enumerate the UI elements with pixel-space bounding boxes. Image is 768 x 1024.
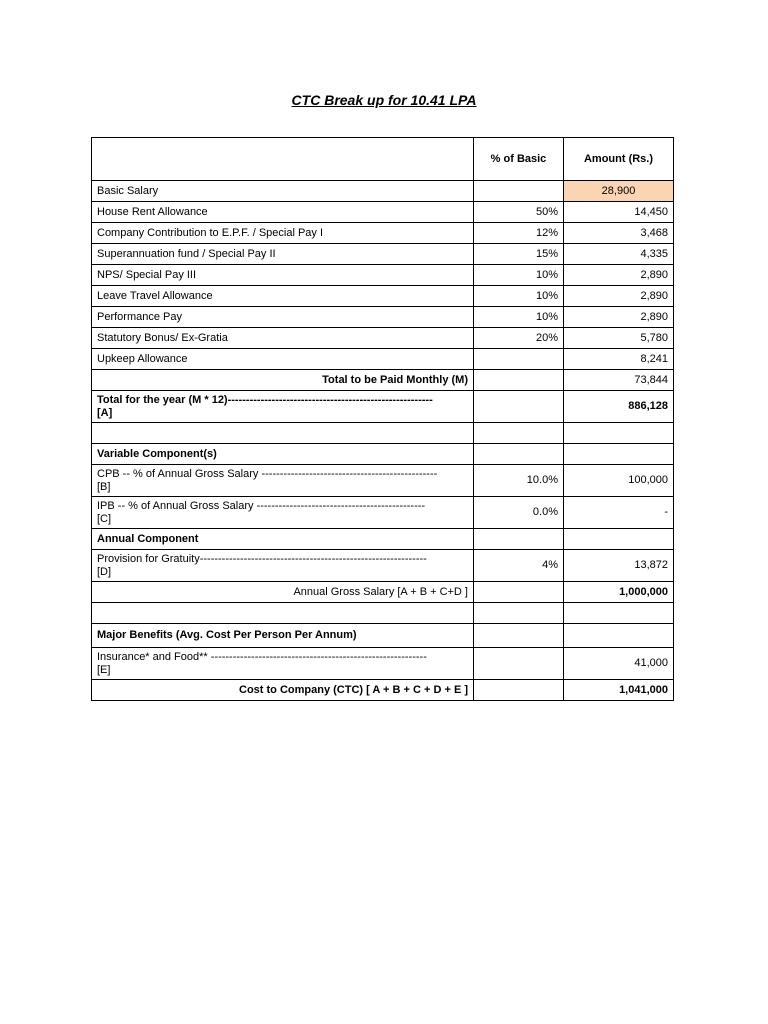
row-amount: 886,128 bbox=[564, 391, 674, 423]
row-label-line2: [E] bbox=[97, 663, 111, 676]
row-label: Total to be Paid Monthly (M) bbox=[92, 370, 474, 391]
row-amount bbox=[564, 624, 674, 648]
table-row-statutory-bonus bbox=[92, 328, 674, 349]
table-row-ctc bbox=[92, 680, 674, 701]
section-heading: Major Benefits (Avg. Cost Per Person Per Annum) bbox=[92, 624, 474, 648]
table-row-epf bbox=[92, 223, 674, 244]
table-row-hra bbox=[92, 202, 674, 223]
row-label: Company Contribution to E.P.F. / Special Pay I bbox=[92, 223, 474, 244]
row-label: House Rent Allowance bbox=[92, 202, 474, 223]
row-amount: 1,041,000 bbox=[564, 680, 674, 701]
row-amount: 1,000,000 bbox=[564, 582, 674, 603]
row-pct bbox=[474, 391, 564, 423]
row-label-line2: [C] bbox=[97, 512, 112, 525]
table-row-annual-heading bbox=[92, 529, 674, 550]
spacer-cell bbox=[92, 423, 474, 444]
row-pct bbox=[474, 648, 564, 680]
row-label-line2: [D] bbox=[97, 565, 112, 578]
row-label-line2: [A] bbox=[97, 406, 113, 419]
page-title: CTC Break up for 10.41 LPA bbox=[291, 92, 477, 108]
row-pct bbox=[474, 582, 564, 603]
section-heading: Annual Component bbox=[92, 529, 474, 550]
section-heading: Variable Component(s) bbox=[92, 444, 474, 465]
table-row-performance-pay bbox=[92, 307, 674, 328]
table-row-cpb bbox=[92, 465, 674, 497]
table-header-row bbox=[92, 138, 674, 181]
table-row-variable-heading bbox=[92, 444, 674, 465]
row-label bbox=[92, 550, 474, 582]
table-row-annual-gross bbox=[92, 582, 674, 603]
row-label-line1: CPB -- % of Annual Gross Salary ------------------------------------------------ bbox=[97, 467, 438, 480]
row-pct: 10% bbox=[474, 265, 564, 286]
row-amount: 4,335 bbox=[564, 244, 674, 265]
table-row-spacer bbox=[92, 423, 674, 444]
row-amount: - bbox=[564, 497, 674, 529]
row-amount: 14,450 bbox=[564, 202, 674, 223]
row-amount: 2,890 bbox=[564, 307, 674, 328]
row-amount: 2,890 bbox=[564, 286, 674, 307]
row-amount-highlighted: 28,900 bbox=[564, 181, 674, 202]
row-label-line1: Total for the year (M * 12)-------------------------------------------------------- bbox=[97, 393, 433, 406]
row-pct bbox=[474, 181, 564, 202]
row-label bbox=[92, 391, 474, 423]
row-label-line1: Insurance* and Food** ----------------------------------------------------------- bbox=[97, 650, 427, 663]
row-label: Superannuation fund / Special Pay II bbox=[92, 244, 474, 265]
row-pct: 10% bbox=[474, 307, 564, 328]
table-row-upkeep bbox=[92, 349, 674, 370]
spacer-cell bbox=[92, 603, 474, 624]
row-pct bbox=[474, 680, 564, 701]
row-pct: 10.0% bbox=[474, 465, 564, 497]
row-amount bbox=[564, 529, 674, 550]
row-pct bbox=[474, 624, 564, 648]
row-label bbox=[92, 497, 474, 529]
row-amount: 100,000 bbox=[564, 465, 674, 497]
row-pct: 15% bbox=[474, 244, 564, 265]
row-amount: 5,780 bbox=[564, 328, 674, 349]
spacer-cell bbox=[564, 603, 674, 624]
row-amount: 13,872 bbox=[564, 550, 674, 582]
row-pct: 10% bbox=[474, 286, 564, 307]
table-row-basic-salary bbox=[92, 181, 674, 202]
table-row-superannuation bbox=[92, 244, 674, 265]
row-pct bbox=[474, 444, 564, 465]
row-pct bbox=[474, 529, 564, 550]
row-amount bbox=[564, 444, 674, 465]
row-pct: 50% bbox=[474, 202, 564, 223]
row-amount: 3,468 bbox=[564, 223, 674, 244]
row-label: Annual Gross Salary [A + B + C+D ] bbox=[92, 582, 474, 603]
row-pct bbox=[474, 370, 564, 391]
row-label: Performance Pay bbox=[92, 307, 474, 328]
header-pct-of-basic: % of Basic bbox=[474, 138, 564, 181]
spacer-cell bbox=[474, 423, 564, 444]
spacer-cell bbox=[474, 603, 564, 624]
table-row-gratuity bbox=[92, 550, 674, 582]
row-label: Leave Travel Allowance bbox=[92, 286, 474, 307]
table-row-monthly-total bbox=[92, 370, 674, 391]
row-label: Basic Salary bbox=[92, 181, 474, 202]
row-amount: 41,000 bbox=[564, 648, 674, 680]
header-blank-cell bbox=[92, 138, 474, 181]
header-amount: Amount (Rs.) bbox=[564, 138, 674, 181]
row-label bbox=[92, 648, 474, 680]
row-pct: 4% bbox=[474, 550, 564, 582]
table-row-yearly-total bbox=[92, 391, 674, 423]
ctc-table bbox=[91, 137, 674, 701]
row-label: Statutory Bonus/ Ex-Gratia bbox=[92, 328, 474, 349]
table-row-ipb bbox=[92, 497, 674, 529]
row-label-line2: [B] bbox=[97, 480, 111, 493]
row-amount: 2,890 bbox=[564, 265, 674, 286]
row-amount: 8,241 bbox=[564, 349, 674, 370]
row-label: Upkeep Allowance bbox=[92, 349, 474, 370]
table-row-lta bbox=[92, 286, 674, 307]
row-label: Cost to Company (CTC) [ A + B + C + D + E ] bbox=[92, 680, 474, 701]
row-pct: 20% bbox=[474, 328, 564, 349]
spacer-cell bbox=[564, 423, 674, 444]
row-label: NPS/ Special Pay III bbox=[92, 265, 474, 286]
table-row-benefits-heading bbox=[92, 624, 674, 648]
table-row-insurance bbox=[92, 648, 674, 680]
row-pct: 12% bbox=[474, 223, 564, 244]
row-label-line1: Provision for Gratuity-------------------------------------------------------------- bbox=[97, 552, 427, 565]
table-row-spacer bbox=[92, 603, 674, 624]
row-label bbox=[92, 465, 474, 497]
table-row-nps bbox=[92, 265, 674, 286]
row-pct bbox=[474, 349, 564, 370]
row-amount: 73,844 bbox=[564, 370, 674, 391]
row-label-line1: IPB -- % of Annual Gross Salary ---------------------------------------------- bbox=[97, 499, 426, 512]
row-pct: 0.0% bbox=[474, 497, 564, 529]
